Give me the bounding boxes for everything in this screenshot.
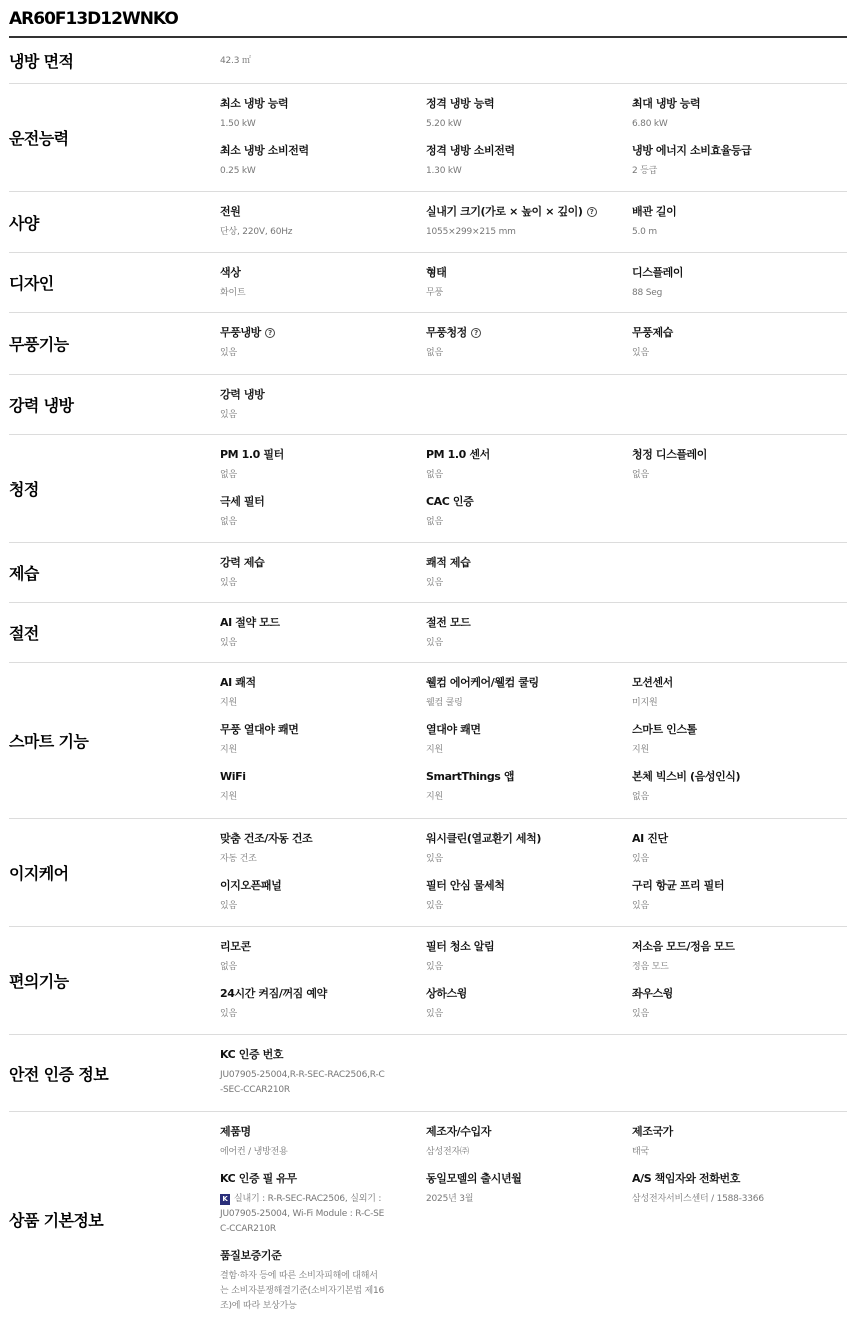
spec-value: 없음 (426, 470, 443, 480)
spec-label: 색상 (220, 266, 241, 279)
spec-row-purification (9, 435, 847, 543)
spec-item (220, 832, 426, 867)
spec-item (632, 770, 847, 805)
spec-label: 무풍냉방 (220, 326, 261, 339)
spec-item (220, 448, 426, 483)
category-title: 제습 (9, 564, 39, 583)
spec-item (632, 987, 847, 1022)
spec-item (426, 723, 632, 758)
spec-label: 극세 필터 (220, 495, 265, 508)
spec-row-smart (9, 663, 847, 819)
spec-label: 청정 디스플레이 (632, 448, 708, 461)
spec-label: 스마트 인스톨 (632, 723, 697, 736)
spec-item (632, 97, 847, 132)
spec-item (426, 616, 632, 651)
spec-value: 웰컴 쿨링 (426, 698, 463, 708)
spec-label: 제조자/수입자 (426, 1125, 491, 1138)
spec-label: 정격 냉방 소비전력 (426, 144, 515, 157)
spec-label: 무풍청정 (426, 326, 467, 339)
spec-label: 상하스윙 (426, 987, 467, 1000)
help-icon[interactable]: ? (587, 207, 597, 217)
spec-item (632, 205, 847, 240)
kc-mark-icon: K (220, 1194, 230, 1205)
category-title: 스마트 기능 (9, 732, 89, 751)
model-title: AR60F13D12WNKO (9, 0, 847, 38)
spec-label: 품질보증기준 (220, 1249, 282, 1262)
spec-row-specification (9, 192, 847, 253)
spec-label: 저소음 모드/정음 모드 (632, 940, 735, 953)
spec-label: 좌우스윙 (632, 987, 673, 1000)
category-title: 청정 (9, 480, 39, 499)
spec-item (426, 940, 632, 975)
spec-label: 워시클린(열교환기 세척) (426, 832, 541, 845)
spec-value: 없음 (220, 962, 237, 972)
spec-row-easy-care (9, 819, 847, 927)
spec-label: 무풍제습 (632, 326, 673, 339)
spec-value: 지원 (426, 792, 443, 802)
spec-item (426, 556, 632, 591)
spec-value: 있음 (632, 901, 649, 911)
spec-value: 2025년 3월 (426, 1194, 474, 1204)
spec-row-cooling-area (9, 38, 847, 84)
spec-item (426, 832, 632, 867)
category-title: 이지케어 (9, 864, 69, 883)
spec-label: 쾌적 제습 (426, 556, 471, 569)
spec-label: 냉방 에너지 소비효율등급 (632, 144, 752, 157)
spec-label: 구리 항균 프리 필터 (632, 879, 725, 892)
spec-label: 모션센서 (632, 676, 673, 689)
spec-label: 웰컴 에어케어/웰컴 쿨링 (426, 676, 539, 689)
spec-item (426, 205, 632, 240)
spec-value: 6.80 kW (632, 119, 668, 129)
spec-label: 본체 빅스비 (음성인식) (632, 770, 741, 783)
spec-value: 지원 (220, 698, 237, 708)
spec-value: 없음 (426, 348, 443, 358)
spec-value: 정음 모드 (632, 962, 669, 972)
spec-label: 동일모델의 출시년월 (426, 1172, 522, 1185)
spec-label: 절전 모드 (426, 616, 471, 629)
category-title: 냉방 면적 (9, 52, 74, 71)
spec-value: 지원 (220, 792, 237, 802)
spec-value: 없음 (632, 470, 649, 480)
spec-value: 지원 (426, 745, 443, 755)
spec-item (220, 1125, 426, 1160)
spec-label: 강력 냉방 (220, 388, 265, 401)
spec-item (632, 879, 847, 914)
spec-label: PM 1.0 센서 (426, 448, 490, 461)
spec-label: 24시간 켜짐/꺼짐 예약 (220, 987, 327, 1000)
spec-label: 맞춤 건조/자동 건조 (220, 832, 313, 845)
spec-value: 1.50 kW (220, 119, 256, 129)
spec-item (220, 144, 426, 179)
spec-label: AI 쾌적 (220, 676, 256, 689)
spec-row-safety-cert (9, 1035, 847, 1112)
spec-item (632, 940, 847, 975)
spec-label: AI 절약 모드 (220, 616, 280, 629)
spec-value: 있음 (426, 901, 443, 911)
spec-label: 강력 제습 (220, 556, 265, 569)
spec-item (632, 832, 847, 867)
spec-label: 정격 냉방 능력 (426, 97, 495, 110)
spec-value: 5.20 kW (426, 119, 462, 129)
spec-value: 있음 (220, 578, 237, 588)
spec-row-powerful-cooling (9, 375, 847, 435)
spec-label: SmartThings 앱 (426, 770, 515, 783)
spec-value: 있음 (632, 854, 649, 864)
spec-value: 있음 (426, 962, 443, 972)
spec-item (220, 205, 426, 240)
spec-value: 태국 (632, 1147, 649, 1157)
spec-value: 삼성전자서비스센터 / 1588-3366 (632, 1194, 764, 1204)
spec-value: 0.25 kW (220, 166, 256, 176)
spec-item (426, 97, 632, 132)
spec-item (632, 266, 847, 301)
spec-label: 필터 청소 알림 (426, 940, 495, 953)
spec-item (632, 144, 847, 179)
spec-value: 있음 (220, 1009, 237, 1019)
spec-value: 있음 (426, 1009, 443, 1019)
spec-value: 있음 (632, 348, 649, 358)
spec-item (426, 448, 632, 483)
category-title: 안전 인증 정보 (9, 1064, 109, 1084)
spec-label: CAC 인증 (426, 495, 474, 508)
spec-value: 88 Seg (632, 288, 663, 298)
spec-item (220, 879, 426, 914)
spec-label: 최소 냉방 능력 (220, 97, 289, 110)
category-title: 상품 기본정보 (9, 1211, 104, 1230)
spec-label: 실내기 크기(가로 × 높이 × 깊이) (426, 205, 583, 218)
spec-item (220, 723, 426, 758)
spec-row-design (9, 253, 847, 313)
spec-label: 이지오픈패널 (220, 879, 282, 892)
category-title: 강력 냉방 (9, 396, 74, 415)
spec-value: 있음 (426, 638, 443, 648)
spec-row-dehumidify (9, 543, 847, 603)
spec-value: 없음 (220, 470, 237, 480)
spec-value: 42.3 ㎡ (220, 56, 251, 66)
spec-item (220, 940, 426, 975)
spec-value: 미지원 (632, 698, 658, 708)
spec-item (632, 448, 847, 483)
spec-label: 필터 안심 물세척 (426, 879, 505, 892)
spec-value: JU07905-25004,R-R-SEC-RAC2506,R-C-SEC-CCAR210R (220, 1070, 385, 1095)
category-title: 무풍기능 (9, 335, 69, 354)
help-icon[interactable]: ? (471, 328, 481, 338)
spec-item (220, 556, 426, 591)
spec-label: 리모콘 (220, 940, 251, 953)
spec-item (220, 97, 426, 132)
spec-value: 2 등급 (632, 166, 658, 176)
spec-value: 실내기 : R-R-SEC-RAC2506, 실외기 : JU07905-25004, Wi-Fi Module : R-C-SEC-CCAR210R (220, 1194, 385, 1234)
category-title: 절전 (9, 624, 39, 643)
spec-label: 최대 냉방 능력 (632, 97, 701, 110)
category-title: 편의기능 (9, 972, 69, 991)
spec-value: 있음 (220, 410, 237, 420)
spec-item (220, 770, 426, 805)
spec-value: 결함·하자 등에 따른 소비자피해에 대해서는 소비자분쟁해결기준(소비자기본법 제16조)에 따라 보상가능 (220, 1271, 385, 1311)
spec-label: 최소 냉방 소비전력 (220, 144, 309, 157)
spec-label: 열대야 쾌면 (426, 723, 481, 736)
spec-value: 에어컨 / 냉방전용 (220, 1147, 288, 1157)
spec-label: 디스플레이 (632, 266, 684, 279)
spec-item (220, 48, 426, 69)
spec-item (426, 144, 632, 179)
spec-item (426, 879, 632, 914)
spec-value: 있음 (220, 348, 237, 358)
spec-label: PM 1.0 필터 (220, 448, 284, 461)
spec-label: 무풍 열대야 쾌면 (220, 723, 299, 736)
category-title: 운전능력 (9, 129, 69, 148)
spec-value: 지원 (220, 745, 237, 755)
spec-label: 형태 (426, 266, 447, 279)
spec-label: 제조국가 (632, 1125, 673, 1138)
spec-item (220, 266, 426, 301)
spec-value: 삼성전자㈜ (426, 1147, 469, 1157)
spec-row-basic-info (9, 1112, 847, 1327)
spec-item (220, 1249, 426, 1314)
spec-value: 있음 (426, 578, 443, 588)
spec-label: AI 진단 (632, 832, 668, 845)
spec-item (426, 1172, 632, 1237)
spec-item (220, 616, 426, 651)
spec-item (632, 676, 847, 711)
spec-item (426, 495, 632, 530)
spec-item (220, 388, 426, 423)
spec-value: 화이트 (220, 288, 246, 298)
spec-value: 있음 (220, 901, 237, 911)
spec-value: 없음 (426, 517, 443, 527)
spec-item (632, 326, 847, 361)
spec-item (220, 1048, 426, 1098)
spec-value: 있음 (632, 1009, 649, 1019)
category-title: 사양 (9, 213, 39, 233)
spec-label: 배관 길이 (632, 205, 677, 218)
spec-item (220, 1172, 426, 1237)
spec-row-convenience (9, 927, 847, 1035)
spec-value: 없음 (220, 517, 237, 527)
spec-item (220, 326, 426, 361)
spec-value: 1055×299×215 mm (426, 227, 516, 237)
spec-item (426, 676, 632, 711)
spec-value: 지원 (632, 745, 649, 755)
spec-item (426, 266, 632, 301)
spec-value: 있음 (426, 854, 443, 864)
spec-label: 제품명 (220, 1125, 251, 1138)
spec-label: WiFi (220, 770, 246, 783)
spec-item (220, 987, 426, 1022)
spec-label: KC 인증 번호 (220, 1048, 284, 1061)
spec-page (9, 0, 847, 1327)
spec-row-capacity (9, 84, 847, 192)
spec-item (426, 326, 632, 361)
spec-value: 1.30 kW (426, 166, 462, 176)
spec-row-windfree (9, 313, 847, 375)
help-icon[interactable]: ? (265, 328, 275, 338)
spec-item (632, 1172, 847, 1237)
spec-item (426, 1125, 632, 1160)
spec-label: A/S 책임자와 전화번호 (632, 1172, 740, 1185)
spec-item (632, 1125, 847, 1160)
spec-item (426, 987, 632, 1022)
spec-value: 5.0 m (632, 227, 657, 237)
spec-value: 단상, 220V, 60Hz (220, 227, 293, 237)
spec-item (220, 676, 426, 711)
spec-value: 없음 (632, 792, 649, 802)
spec-value: 무풍 (426, 288, 443, 298)
spec-item (220, 495, 426, 530)
spec-label: 전원 (220, 205, 241, 218)
spec-row-power-saving (9, 603, 847, 663)
category-title: 디자인 (9, 274, 54, 293)
spec-value: 있음 (220, 638, 237, 648)
spec-item (426, 770, 632, 805)
spec-value: 자동 건조 (220, 854, 257, 864)
spec-label: KC 인증 필 유무 (220, 1172, 297, 1185)
spec-item (632, 723, 847, 758)
